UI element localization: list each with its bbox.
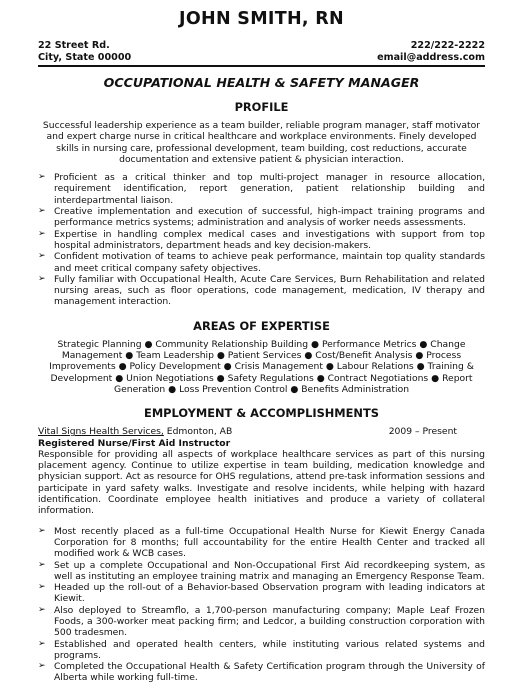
list-item: ➢ Also deployed to Streamflo, a 1,700-person manufacturing company; Maple Leaf Frozen Foods, a 300-worker meat packing firm; and Ledcor, a building construction corporation with 500 tradesmen.: [38, 604, 485, 639]
employment-heading: EMPLOYMENT & ACCOMPLISHMENTS: [144, 406, 379, 421]
profile-heading: PROFILE: [234, 100, 289, 114]
list-item: ➢ Most recently placed as a full-time Occupational Health Nurse for Kiewit Energy Canada Corporation for 8 months; full accountability for the entire Health Center and tracked all modified work & WCB cases.: [38, 525, 485, 560]
role-description: Responsible for providing all aspects of workplace healthcare services as part of this nursing placement agency. Continue to utilize expertise in team building, medication knowledge and physician support. Act as resource for OHS regulations, attend pre-task information sessions and participate in yard safety walks. Investigate and resolve incidents, while helping with hazard identification. Coordinate employee health initiatives and produce a variety of collateral information.: [38, 448, 485, 517]
address-line-1: 22 Street Rd.: [38, 40, 110, 51]
arrow-bullet-icon: ➢: [38, 604, 46, 615]
employer-name: Vital Signs Health Services,: [38, 426, 164, 438]
arrow-bullet-icon: ➢: [38, 582, 46, 593]
profile-bullet-list: [38, 172, 485, 308]
arrow-bullet-icon: ➢: [38, 172, 46, 183]
list-item: ➢ Completed the Occupational Health & Safety Certification program through the University of Alberta while working full-time.: [38, 661, 485, 684]
list-item: ➢ Proficient as a critical thinker and top multi-project manager in resource allocation, requirement identification, report generation, patient relationship building and interdepartmental liaison.: [38, 172, 485, 206]
expertise-heading: AREAS OF EXPERTISE: [193, 318, 330, 333]
profile-summary: Successful leadership experience as a team builder, reliable program manager, staff motivator and expert charge nurse in critical healthcare and workplace environments. Finely developed skills in nursing care, professional development, team building, cost reductions, accurate documentation and extensive patient & physician interaction.: [42, 120, 481, 165]
job-title: OCCUPATIONAL HEALTH & SAFETY MANAGER: [103, 75, 420, 90]
list-item: ➢ Confident motivation of teams to achieve peak performance, maintain top quality standards and meet critical company safety objectives.: [38, 251, 485, 274]
arrow-bullet-icon: ➢: [38, 661, 46, 672]
list-item: ➢ Established and operated health centers, while instituting various related systems and programs.: [38, 638, 485, 661]
accomplishment-list: [38, 526, 485, 684]
role-title: Registered Nurse/First Aid Instructor: [38, 437, 231, 449]
employer-location: Edmonton, AB: [163, 426, 233, 438]
email: email@address.com: [377, 51, 485, 63]
list-item: ➢ Expertise in handling complex medical cases and investigations with support from top hospital administrators, department heads and key decision-makers.: [38, 228, 485, 251]
list-item: ➢ Headed up the roll-out of a Behavior-based Observation program with leading indicators at Kiewit.: [38, 582, 485, 605]
list-item: ➢ Fully familiar with Occupational Health, Acute Care Services, Burn Rehabilitation and related nursing areas, such as floor operations, code management, medication, IV therapy and management interaction.: [38, 273, 485, 308]
header-divider: [38, 65, 485, 67]
list-item: ➢ Set up a complete Occupational and Non-Occupational First Aid recordkeeping system, as well as instituting an employee training matrix and managing an Emergency Response Team.: [38, 559, 485, 582]
phone-email: [377, 40, 485, 63]
candidate-name: JOHN SMITH, RN: [179, 9, 344, 29]
arrow-bullet-icon: ➢: [38, 273, 46, 284]
arrow-bullet-icon: ➢: [38, 228, 46, 239]
list-item: ➢ Creative implementation and execution of successful, high-impact training programs and performance metrics systems; administration and analysis of worker needs assessments.: [38, 206, 485, 229]
address-line-2: City, State 00000: [38, 51, 132, 63]
arrow-bullet-icon: ➢: [38, 251, 46, 262]
employer-info: [38, 426, 232, 437]
employment-dates: 2009 – Present: [388, 426, 457, 438]
address: [38, 40, 131, 63]
contact-block: [38, 40, 485, 63]
expertise-list: Strategic Planning ● Community Relationship Building ● Performance Metrics ● Change Management ● Team Leadership ● Patient Services ● Cost/Benefit Analysis ● Process Improvements ● Policy Development ● Crisis Management ● Labour Relations ● Training & Development ● Union Negotiations ● Safety Regulations ● Contract Negotiations ● Report Generation ● Loss Prevention Control ● Benefits Administration: [49, 338, 474, 395]
arrow-bullet-icon: ➢: [38, 206, 46, 217]
arrow-bullet-icon: ➢: [38, 638, 46, 649]
employer-row: [38, 426, 485, 437]
phone: 222/222-2222: [410, 40, 485, 51]
arrow-bullet-icon: ➢: [38, 559, 46, 570]
arrow-bullet-icon: ➢: [38, 525, 46, 536]
